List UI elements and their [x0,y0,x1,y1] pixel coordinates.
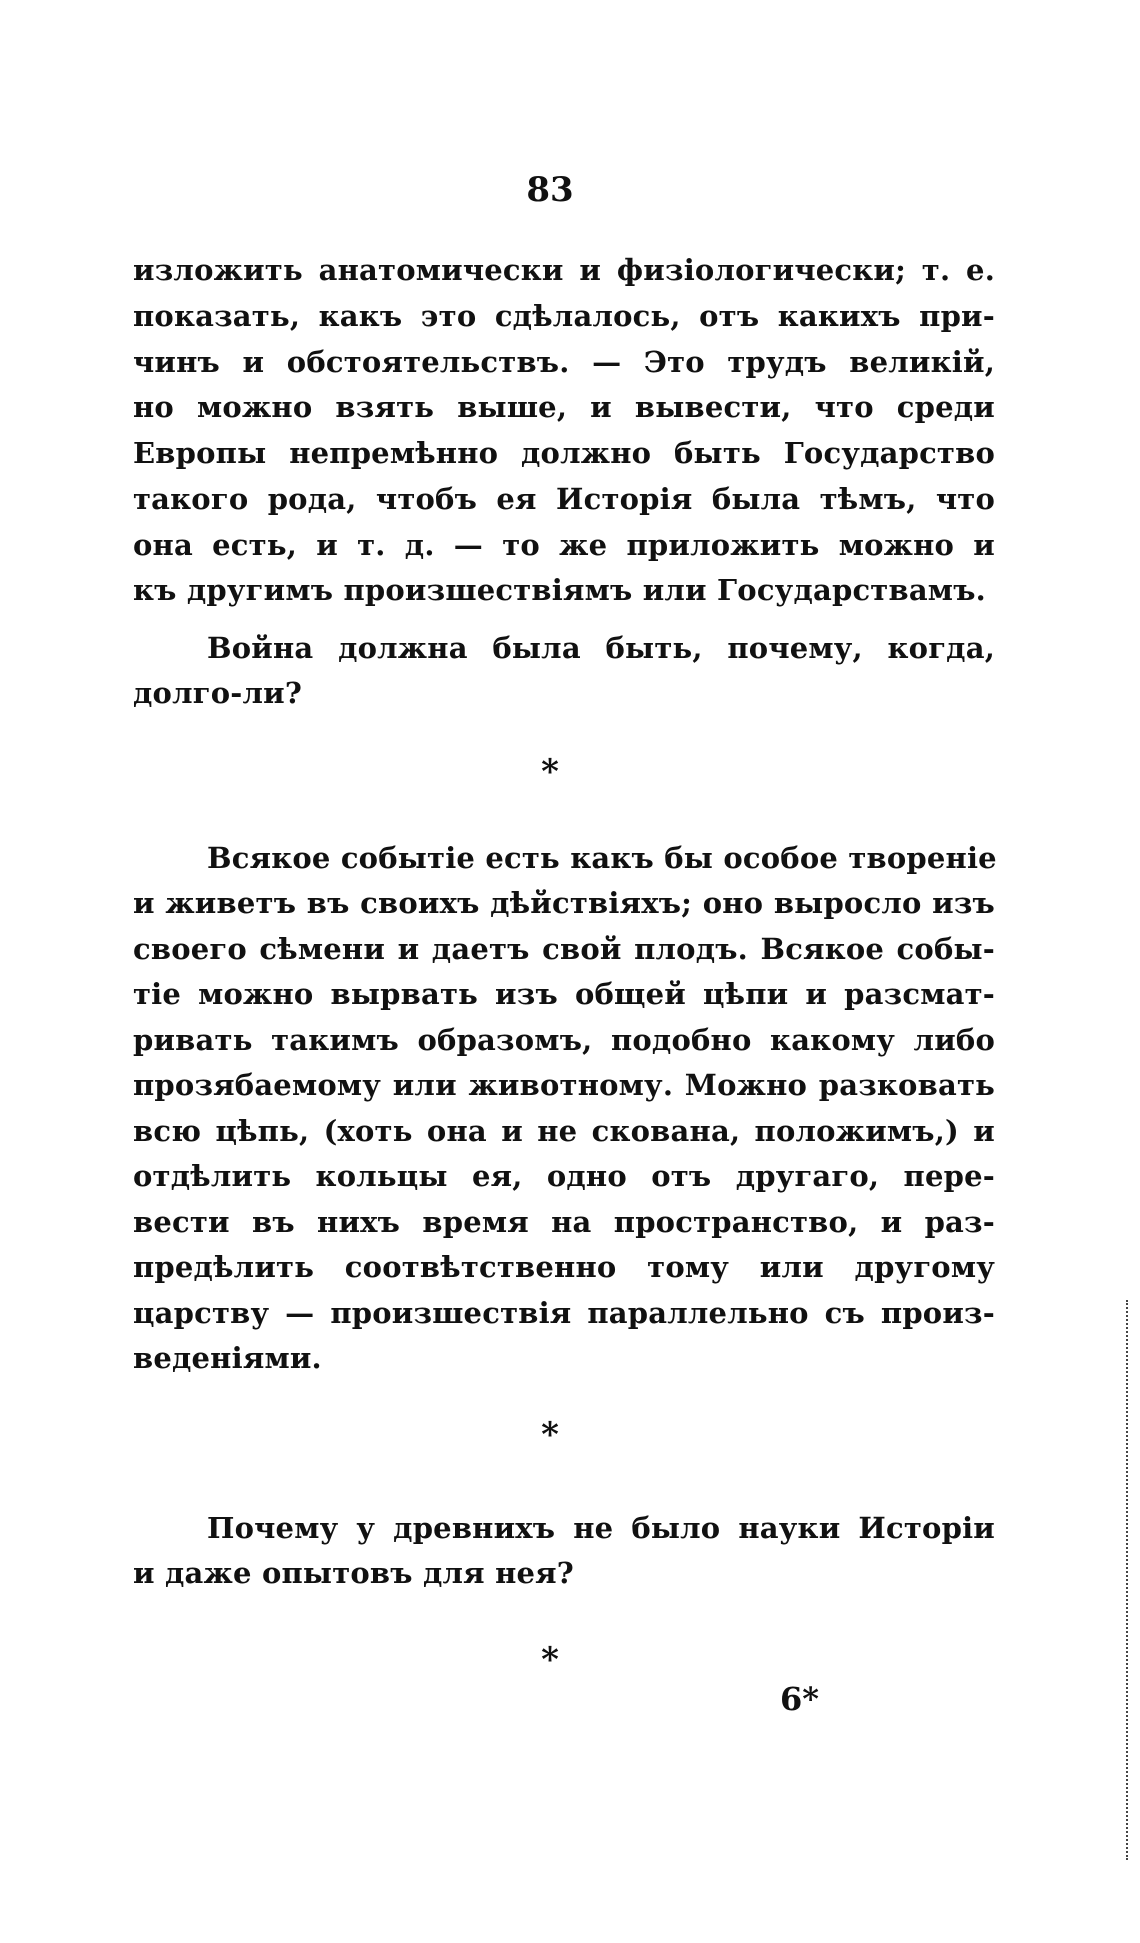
text-line: изложить анатомически и физіологически; т. е. [133,253,995,287]
text-line: къ другимъ произшествіямъ или Государствамъ. [133,573,986,607]
text-line: долго-ли? [133,676,303,710]
text-line: прозябаемому или животному. Можно разковать [133,1068,995,1102]
text-line: чинъ и обстоятельствъ. — Это трудъ великій, [133,345,995,379]
section-separator: * [541,1640,559,1680]
text-line: тіе можно вырвать изъ общей цѣпи и разсмат- [133,977,995,1011]
text-line: предѣлить соотвѣтственно тому или другому [133,1250,995,1284]
text-line: всю цѣпь, (хоть она и не скована, положимъ,) и [133,1114,995,1148]
text-line: Почему у древнихъ не было науки Исторіи [207,1511,995,1545]
text-line: Европы непремѣнно должно быть Государство [133,436,995,470]
text-line: веденіями. [133,1341,322,1375]
text-line: но можно взять выше, и вывести, что среди [133,390,995,424]
text-line: такого рода, чтобъ ея Исторія была тѣмъ, что [133,482,995,516]
text-line: и даже опытовъ для нея? [133,1556,574,1590]
text-line: отдѣлить кольцы ея, одно отъ другаго, пере- [133,1159,995,1193]
page-number: 83 [526,170,574,210]
signature-mark: 6* [780,1680,819,1718]
section-separator: * [541,1415,559,1455]
text-line: и живетъ въ своихъ дѣйствіяхъ; оно выросло изъ [133,886,995,920]
section-separator: * [541,752,559,792]
text-line: своего сѣмени и даетъ свой плодъ. Всякое собы- [133,932,995,966]
text-line: царству — произшествія параллельно съ произ- [133,1296,995,1330]
text-line: показать, какъ это сдѣлалось, отъ какихъ при- [133,299,995,333]
text-line: она есть, и т. д. — то же приложить можно и [133,528,995,562]
text-line: Всякое событіе есть какъ бы особое твореніе [207,841,997,875]
text-line: Война должна была быть, почему, когда, [207,631,995,665]
page-edge [1126,1300,1132,1860]
text-line: ривать такимъ образомъ, подобно какому либо [133,1023,995,1057]
text-line: вести въ нихъ время на пространство, и раз- [133,1205,995,1239]
